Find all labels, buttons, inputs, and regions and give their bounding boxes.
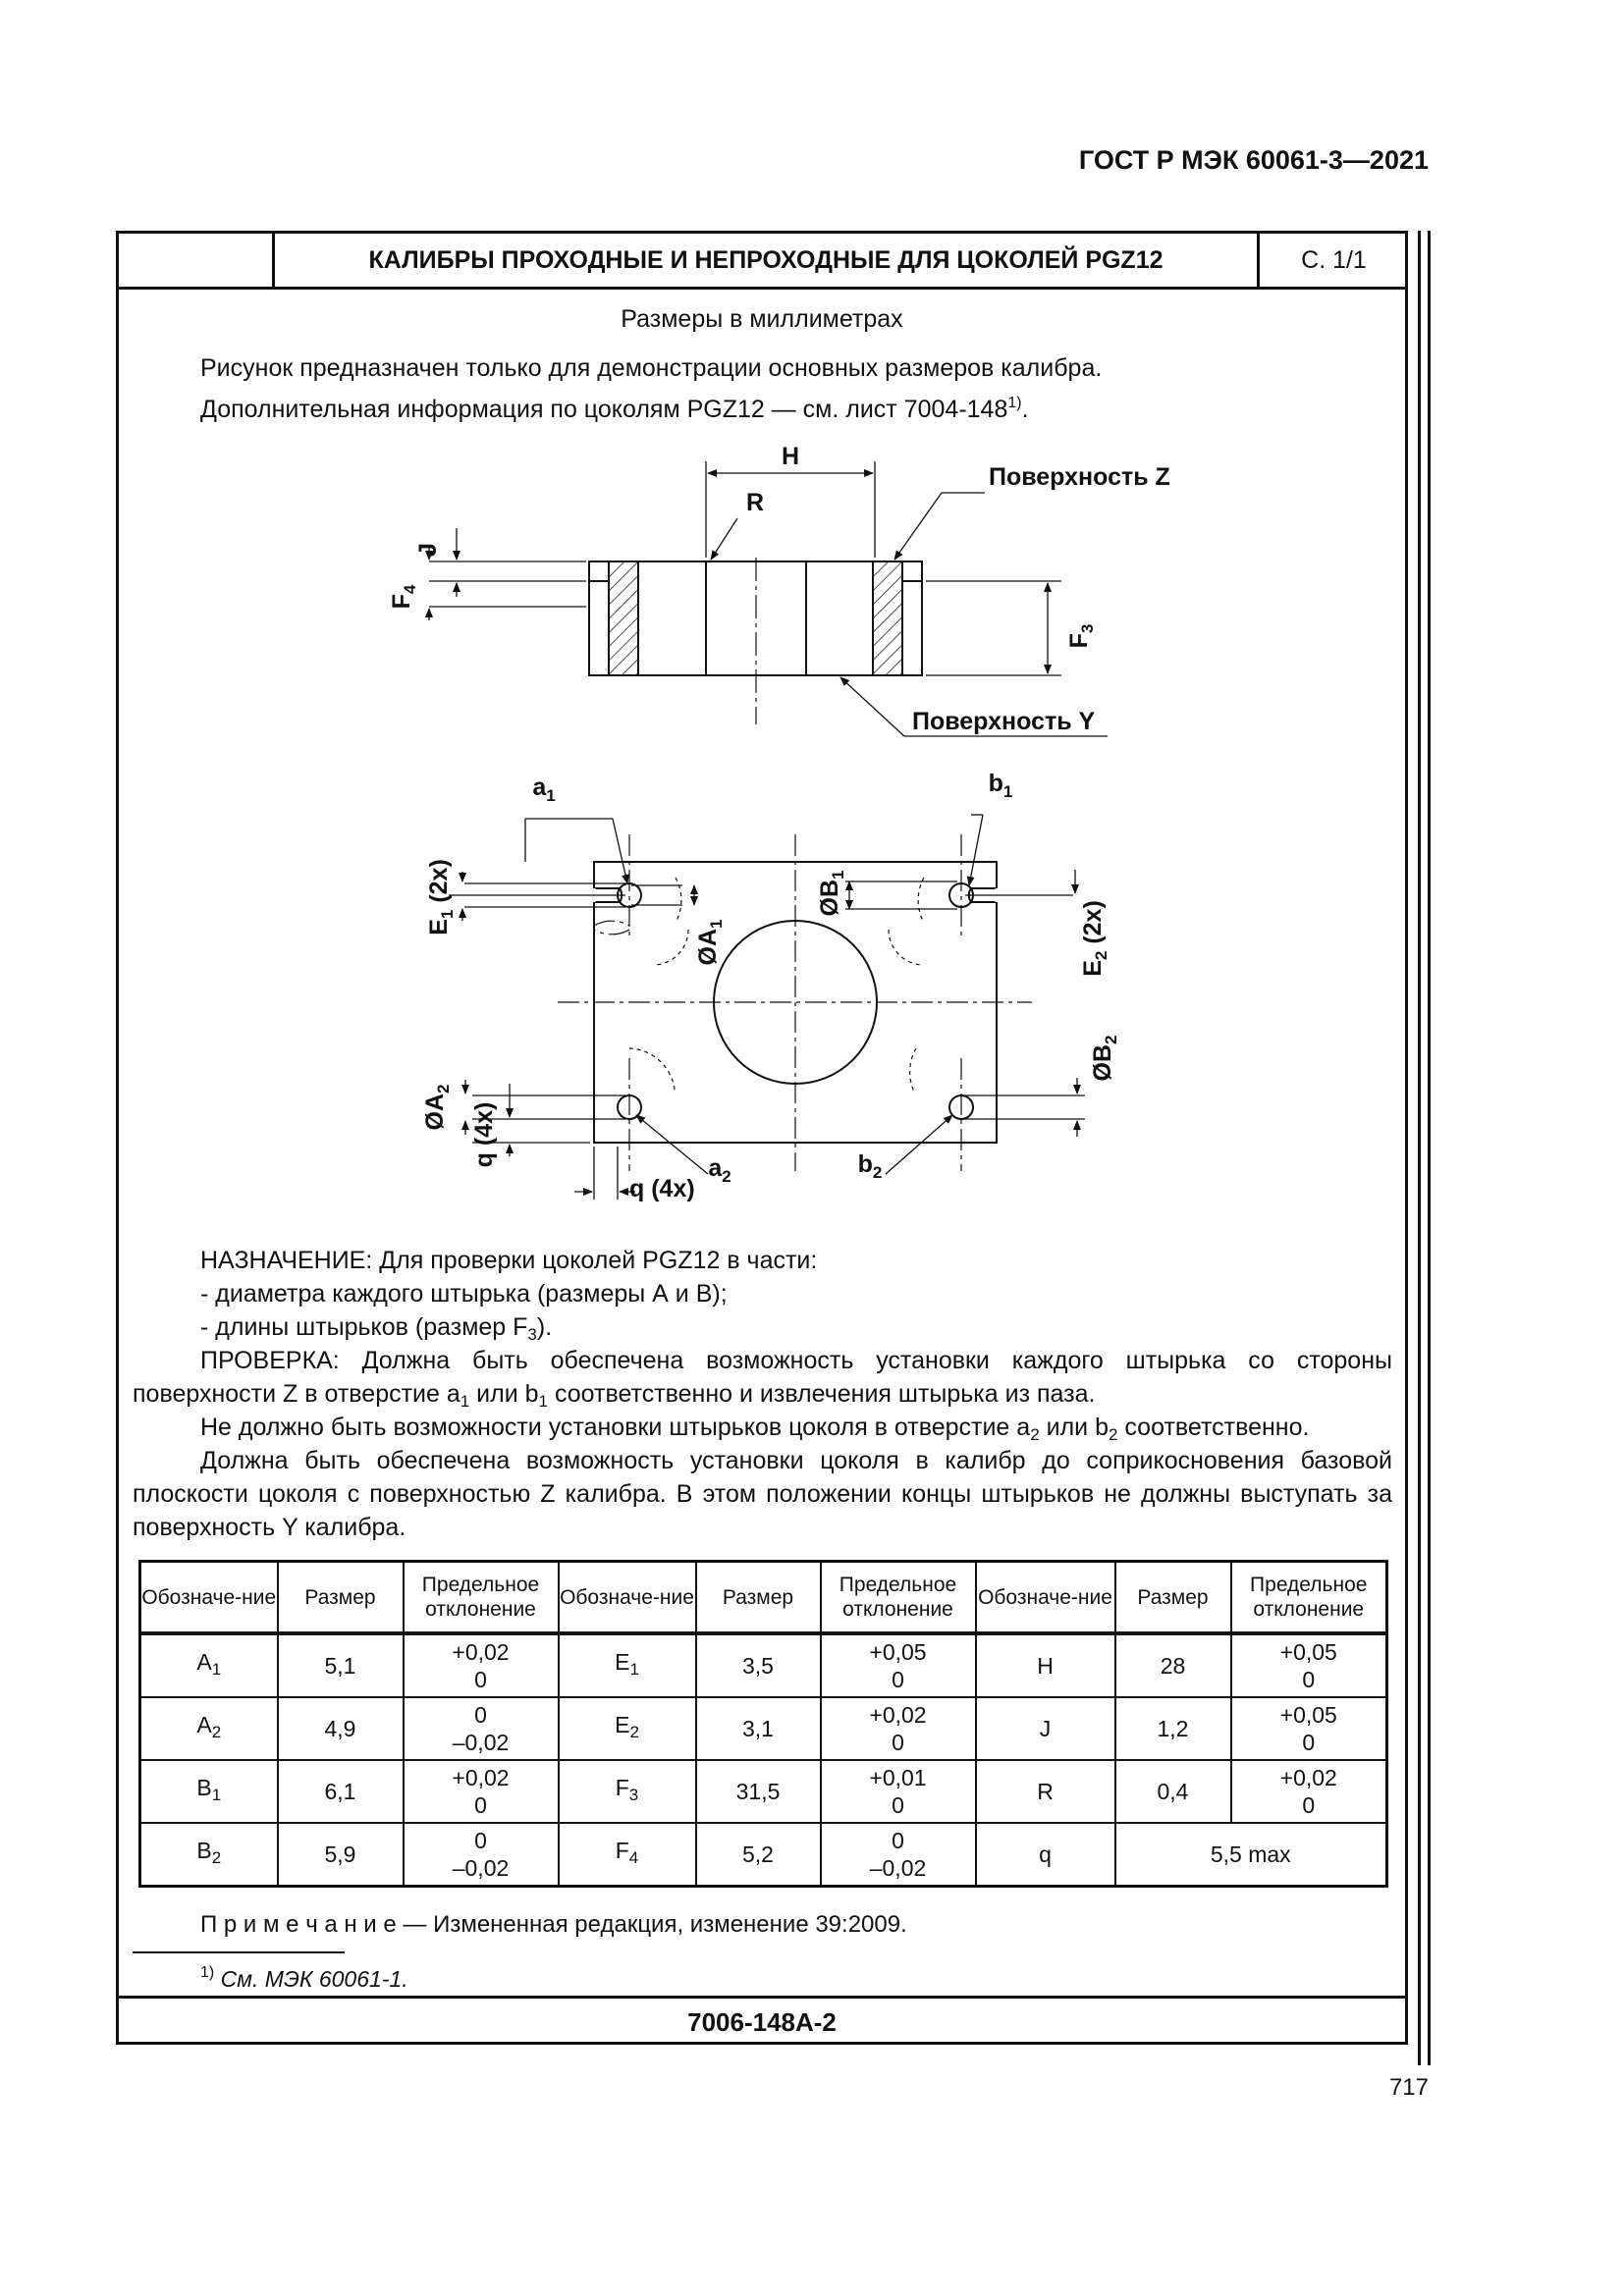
col-header: Размер [278, 1562, 404, 1634]
dimensions-table [138, 1560, 1388, 1888]
designation: $B_1$ [140, 1760, 278, 1823]
footnote-rule [133, 1951, 345, 1953]
footnote: $^{1)}$ См. МЭК 60061-1. [200, 1964, 408, 1992]
dim-h-label: H [781, 443, 800, 470]
designation: $F_4$ [559, 1823, 696, 1887]
purpose-line-1: НАЗНАЧЕНИЕ: Для проверки цоколей PGZ12 в части: [200, 1247, 818, 1274]
document-id: ГОСТ Р МЭК 60061-3—2021 [1078, 145, 1429, 175]
surface-z-label: Поверхность Z [989, 463, 1170, 491]
sheet-title: КАЛИБРЫ ПРОХОДНЫЕ И НЕПРОХОДНЫЕ ДЛЯ ЦОКОЛЕЙ PGZ12 [368, 246, 1164, 274]
check-paragraph-1: ПРОВЕРКА: Должна быть обеспечена возможность установки каждого штырька со стороны поверхности Z в отверстие $a_1$ или $b_1$ соответственно и извлечения штырька из паза. [133, 1347, 1392, 1411]
dim-e1-label: $E_1$ (2x) [425, 859, 457, 935]
size: 5,1 [278, 1633, 404, 1697]
designation: $E_1$ [559, 1633, 696, 1697]
tolerance: +0,05 0 [1231, 1633, 1387, 1697]
size: 3,5 [696, 1633, 821, 1697]
gauge-drawing [119, 234, 1405, 1215]
section-view [589, 558, 922, 724]
check-paragraph-3: Должна быть обеспечена возможность установки цоколя в калибр до соприкосновения базовой плоскости цоколя с поверхностью Z калибра. В этом положении концы штырьков не должны выступать за поверхность Y калибра. [133, 1447, 1392, 1541]
table-row [140, 1633, 1387, 1697]
col-header: Обозначе-ние [140, 1562, 278, 1634]
hole-b1-label: $b_1$ [988, 770, 1013, 801]
tolerance: 0 –0,02 [404, 1697, 559, 1760]
size: 1,2 [1115, 1697, 1231, 1760]
page-number: 717 [1388, 2074, 1429, 2101]
size: 3,1 [696, 1697, 821, 1760]
designation: $E_2$ [559, 1697, 696, 1760]
designation: $A_2$ [140, 1697, 278, 1760]
surface-y-label: Поверхность Y [912, 708, 1096, 735]
dim-e2-label: $E_2$ (2x) [1079, 900, 1110, 977]
size: 5,5 max [1115, 1823, 1387, 1887]
hole-a2-label: $a_2$ [708, 1154, 731, 1186]
size: 28 [1115, 1633, 1231, 1697]
dim-q-vertical-label: q (4x) [470, 1101, 498, 1168]
col-header: Предельное отклонение [404, 1562, 559, 1634]
dim-b1-diameter-label: $ØB_1$ [816, 870, 847, 917]
tolerance: +0,05 0 [821, 1633, 976, 1697]
margin-rule-2 [1428, 231, 1431, 2065]
size: 5,2 [696, 1823, 821, 1887]
dim-b2-diameter-label: $ØB_2$ [1089, 1035, 1120, 1082]
designation: q [976, 1823, 1115, 1887]
col-header: Размер [696, 1562, 821, 1634]
size: 5,9 [278, 1823, 404, 1887]
section-dimensions [429, 461, 1108, 736]
table-row [140, 1697, 1387, 1760]
units-note: Размеры в миллиметрах [621, 305, 903, 333]
intro-line-1: Рисунок предназначен только для демонстрации основных размеров калибра. [200, 354, 1103, 382]
tolerance: +0,02 0 [404, 1633, 559, 1697]
col-header: Предельное отклонение [821, 1562, 976, 1634]
col-header: Обозначе-ние [559, 1562, 696, 1634]
intro-line-2: Дополнительная информация по цоколям PGZ12 — см. лист 7004-148$^{1)}$. [200, 395, 1029, 423]
dim-f3-label: $F_3$ [1065, 623, 1097, 649]
check-paragraph-2: Не должно быть возможности установки штырьков цоколя в отверстие $a_2$ или $b_2$ соответственно. [200, 1414, 1310, 1444]
hole-a1-label: $a_1$ [532, 774, 556, 805]
col-header: Обозначе-ние [976, 1562, 1115, 1634]
designation: R [976, 1760, 1115, 1823]
dim-r-label: R [745, 489, 765, 516]
dim-a2-diameter-label: $ØA_2$ [421, 1084, 453, 1131]
amendment-note: П р и м е ч а н и е — Измененная редакция, изменение 39:2009. [200, 1911, 907, 1938]
designation: $A_1$ [140, 1633, 278, 1697]
sheet-code: 7006-148A-2 [687, 2007, 837, 2037]
tolerance: 0 –0,02 [821, 1823, 976, 1887]
tolerance: +0,02 0 [821, 1697, 976, 1760]
size: 0,4 [1115, 1760, 1231, 1823]
dim-f4-label: $F_4$ [388, 584, 419, 610]
plan-centerlines [558, 834, 1032, 1171]
size: 31,5 [696, 1760, 821, 1823]
tolerance: +0,02 0 [404, 1760, 559, 1823]
col-header: Предельное отклонение [1231, 1562, 1387, 1634]
margin-rule-1 [1418, 231, 1421, 2065]
designation: H [976, 1633, 1115, 1697]
tolerance: +0,01 0 [821, 1760, 976, 1823]
col-header: Размер [1115, 1562, 1231, 1634]
purpose-line-2: - диаметра каждого штырька (размеры А и В); [200, 1280, 728, 1308]
size: 4,9 [278, 1697, 404, 1760]
sheet-number: С. 1/1 [1257, 234, 1408, 287]
table-row [140, 1823, 1387, 1887]
table-header-row [140, 1562, 1387, 1634]
size: 6,1 [278, 1760, 404, 1823]
designation: $B_2$ [140, 1823, 278, 1887]
designation: $F_3$ [559, 1760, 696, 1823]
tolerance: +0,02 0 [1231, 1760, 1387, 1823]
dim-a1-diameter-label: $ØA_1$ [694, 919, 726, 966]
tolerance: +0,05 0 [1231, 1697, 1387, 1760]
designation: J [976, 1697, 1115, 1760]
dim-j-label: J [414, 543, 442, 557]
dim-q-horizontal-label: q (4x) [629, 1175, 695, 1202]
table-row [140, 1760, 1387, 1823]
purpose-line-3: - длины штырьков (размер $F_3$). [200, 1313, 553, 1344]
tolerance: 0 –0,02 [404, 1823, 559, 1887]
hole-b2-label: $b_2$ [857, 1150, 883, 1182]
